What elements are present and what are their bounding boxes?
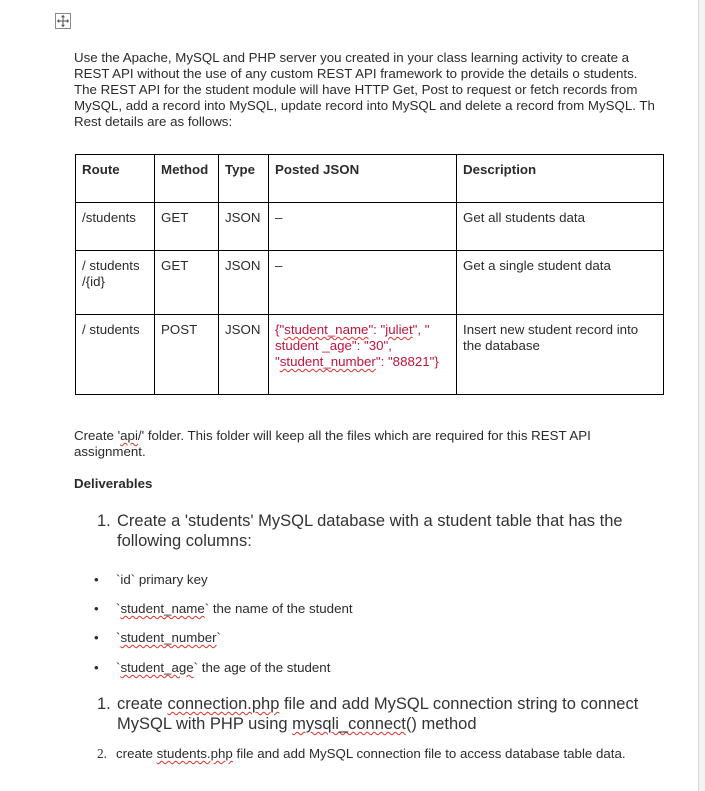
item-text-part: file and add MySQL connection file to access database table data. [232,746,626,761]
bullet-text [116,630,221,646]
bullet-text [116,572,208,588]
json-key-student-name: student_name [284,322,369,337]
folder-note-text: Create ' [74,428,121,443]
cell-description [457,315,664,395]
json-fragment: ": "88821"} [375,354,439,369]
intro-line: Use the Apache, MySQL and PHP server you created in your class learning activity to create a [74,50,630,65]
description-text: Get all students data [463,210,585,225]
cell-method: GET [155,203,219,251]
rest-details-table [75,154,664,395]
intro-line: The REST API for the student module will have HTTP Get, Post to request or fetch records from [74,82,638,97]
table-row [76,203,664,251]
list-item-text: Create a 'students' MySQL database with a student table that has the following columns: [117,512,623,550]
json-fragment: ", " [412,322,430,337]
cell-type: JSON [219,315,269,395]
item-code: students.php [156,746,233,761]
json-fragment: ": " [368,322,386,337]
bullet-text-part: ` the name of the student [204,601,353,616]
header-type: Type [219,155,269,203]
bullet-dot-icon: • [94,601,99,616]
deliverables-heading: Deliverables [74,476,153,491]
bullet-text-part: `id` primary key [116,572,208,587]
bullet-dot-icon: • [94,572,99,587]
intro-line: MySQL, add a record into MySQL, update record into MySQL and delete a record from MySQL. Th [74,98,655,113]
bullet-text-part: ` [116,601,121,616]
route-text: / students [82,258,140,273]
description-text: Get a single student data [463,258,611,273]
cell-description [457,251,664,315]
bullet-code: student_age [120,660,194,675]
header-description: Description [457,155,664,203]
bullet-text-part: ` the age of the student [193,660,331,675]
json-fragment: {" [275,322,285,337]
list-number: 2. [97,746,107,761]
cell-type: JSON [219,251,269,315]
cell-method: POST [155,315,219,395]
description-text: Insert new student record into [463,322,639,337]
cell-route [76,203,155,251]
cell-posted-json: – [269,251,457,315]
list-number: 1. [97,695,111,713]
folder-note-text: assignment. [74,444,146,459]
item-text-part: MySQL with PHP using [117,715,293,733]
cell-posted-json: – [269,203,457,251]
bullet-text [116,601,353,617]
folder-note-paragraph [74,428,674,460]
table-move-handle-icon[interactable] [55,13,71,29]
deliverable-item-connection [97,694,687,736]
item-text-part: create [116,746,157,761]
json-key-student-number: student_number [279,354,376,369]
intro-line: Rest details are as follows: [74,114,233,129]
deliverable-item-database [97,511,687,553]
bullet-dot-icon: • [94,660,99,675]
list-item-text [116,746,626,762]
description-text: the database [463,338,540,353]
cell-description [457,203,664,251]
bullet-text [116,660,330,676]
route-text: /students [82,210,136,225]
cell-method: GET [155,251,219,315]
bullet-text-part: ` [116,660,121,675]
intro-line: REST API without the use of any custom REST API framework to provide the details o students. [74,66,638,81]
json-value-juliet: juliet [385,322,413,337]
list-number: 1. [97,512,111,530]
table-row [76,251,664,315]
bullet-text-part: ` [216,630,221,645]
json-fragment: student _age": "30", [275,338,392,353]
table-row [76,315,664,395]
page-edge-shadow [698,0,705,791]
list-item-text [117,694,677,734]
item-code: mysqli_connect [292,715,406,733]
header-method: Method [155,155,219,203]
intro-paragraph [74,50,698,130]
header-route: Route [76,155,155,203]
item-text-part: create [117,695,168,713]
cell-route [76,251,155,315]
folder-note-text: /' folder. This folder will keep all the files which are required for this REST API [137,428,591,443]
bullet-text-part: ` [116,630,121,645]
bullet-dot-icon: • [94,630,99,645]
bullet-code: student_number [120,630,217,645]
cell-route [76,315,155,395]
json-fragment: " [275,354,280,369]
route-text: /{id} [82,274,105,289]
item-text-part: () method [405,715,477,733]
folder-note-api: api [120,428,138,443]
header-posted-json: Posted JSON [269,155,457,203]
item-code: connection.php [167,695,280,713]
table-header-row [76,155,664,203]
item-text-part: file and add MySQL connection string to connect [279,695,639,713]
bullet-code: student_name [120,601,205,616]
route-text: / students [82,322,140,337]
cell-posted-json [269,315,457,395]
cell-type: JSON [219,203,269,251]
